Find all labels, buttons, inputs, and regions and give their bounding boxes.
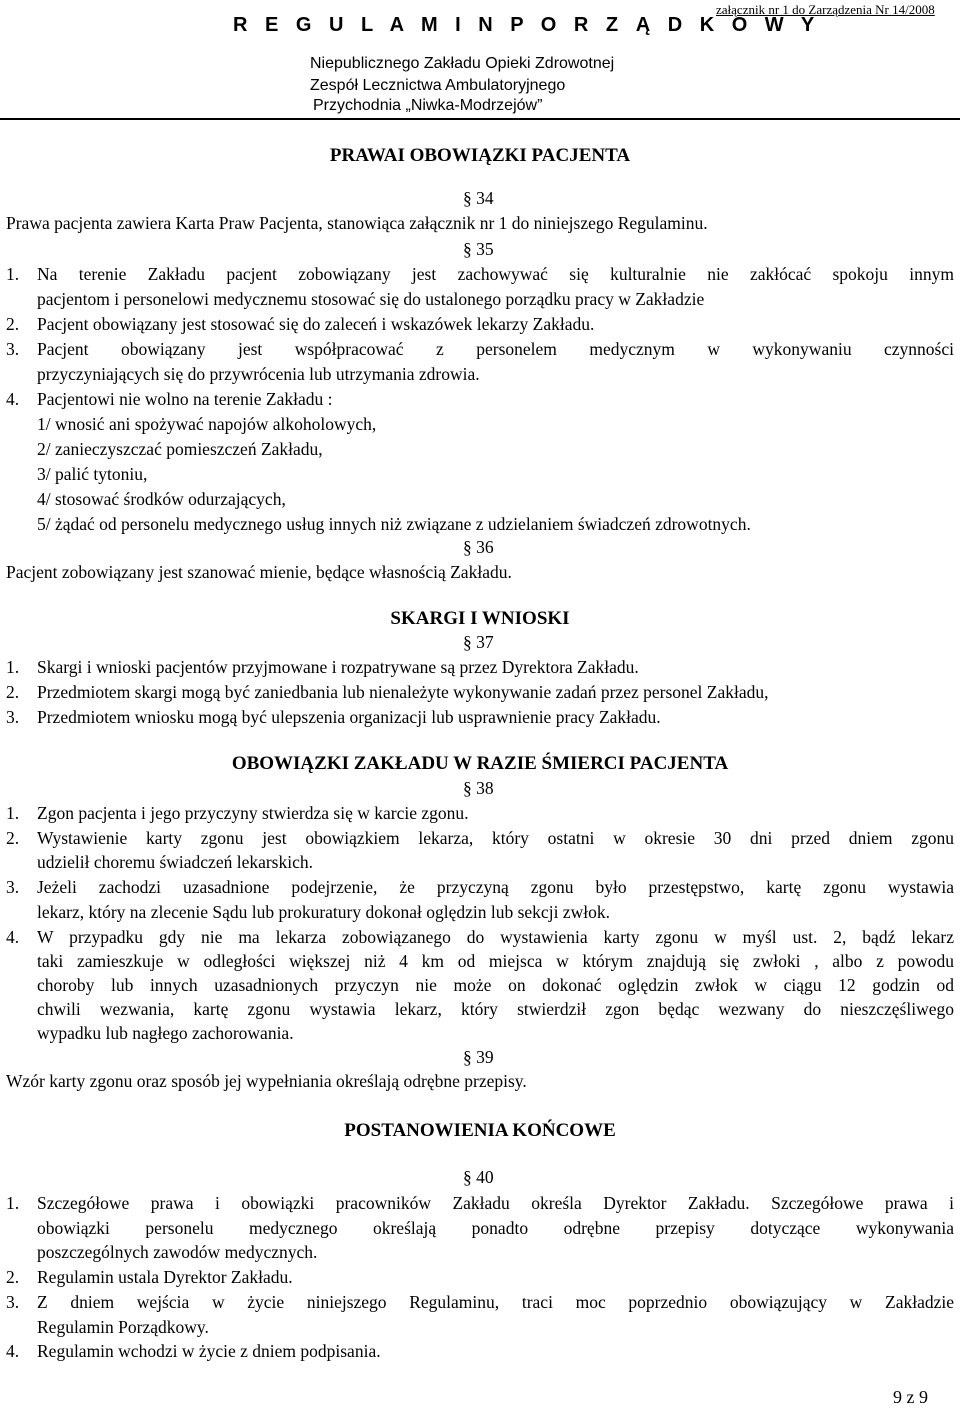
- s40-num-2: 2.: [6, 1267, 20, 1287]
- org-line-2: Zespół Lecznictwa Ambulatoryjnego: [310, 77, 566, 94]
- paragraph-marker-38: § 38: [463, 778, 494, 798]
- s35-item-1-line-2: pacjentom i personelowi medycznemu stosować się do ustalonego porządku pracy w Zakładzie: [37, 289, 705, 309]
- s35-sub-3: 3/ palić tytoniu,: [37, 464, 148, 484]
- page-number: 9 z 9: [893, 1387, 928, 1407]
- s39-text: Wzór karty zgonu oraz sposób jej wypełniania określają odrębne przepisy.: [6, 1071, 527, 1091]
- s38-num-2: 2.: [6, 828, 20, 848]
- s40-num-1: 1.: [6, 1193, 20, 1213]
- paragraph-marker-36: § 36: [463, 537, 494, 557]
- s35-item-4: Pacjentowi nie wolno na terenie Zakładu :: [37, 389, 333, 409]
- s35-item-2: Pacjent obowiązany jest stosować się do zaleceń i wskazówek lekarzy Zakładu.: [37, 314, 595, 334]
- s37-num-2: 2.: [6, 682, 20, 702]
- s35-item-3-line-2: przyczyniających się do przywrócenia lub utrzymania zdrowia.: [37, 364, 480, 384]
- s35-num-1: 1.: [6, 264, 20, 284]
- s35-sub-5: 5/ żądać od personelu medycznego usług innych niż związane z udzielaniem świadczeń zdrowotnych.: [37, 514, 751, 534]
- document-title: R E G U L A M I N P O R Z Ą D K O W Y: [233, 14, 821, 36]
- s38-num-4: 4.: [6, 927, 20, 947]
- s38-num-1: 1.: [6, 803, 20, 823]
- s40-item-1-line-3: poszczególnych zawodów medycznych.: [37, 1242, 318, 1262]
- s37-item-2: Przedmiotem skargi mogą być zaniedbania lub nienależyte wykonywanie zadań przez personel Zakładu,: [37, 682, 769, 702]
- s40-item-1-line-1: Szczegółowe prawa i obowiązki pracowników Zakładu określa Dyrektor Zakładu. Szczegółowe prawa i: [37, 1193, 954, 1213]
- s38-num-3: 3.: [6, 877, 20, 897]
- s40-item-1-line-2: obowiązki personelu medycznego określają ponadto odrębne przepisy dotyczące wykonywania: [37, 1218, 954, 1238]
- s35-sub-4: 4/ stosować środków odurzających,: [37, 489, 286, 509]
- s38-item-1: Zgon pacjenta i jego przyczyny stwierdza się w karcie zgonu.: [37, 803, 469, 823]
- section-title-final: POSTANOWIENIA KOŃCOWE: [344, 1120, 616, 1141]
- s40-num-4: 4.: [6, 1341, 20, 1361]
- paragraph-marker-34: § 34: [463, 188, 494, 208]
- s40-item-3-line-2: Regulamin Porządkowy.: [37, 1317, 209, 1337]
- s37-item-3: Przedmiotem wniosku mogą być ulepszenia organizacji lub usprawnienie pracy Zakładu.: [37, 707, 661, 727]
- paragraph-marker-35: § 35: [463, 239, 494, 259]
- section-title-complaints: SKARGI I WNIOSKI: [390, 608, 570, 629]
- s35-num-3: 3.: [6, 339, 20, 359]
- org-line-3: Przychodnia „Niwka-Modrzejów”: [313, 97, 543, 114]
- s40-item-3-line-1: Z dniem wejścia w życie niniejszego Regulaminu, traci moc poprzednio obowiązujący w Zakładzie: [37, 1292, 954, 1312]
- s38-item-4-line-1: W przypadku gdy nie ma lekarza zobowiązanego do wystawienia karty zgonu w myśl ust. 2, bądź lekarz: [37, 927, 954, 947]
- s35-num-2: 2.: [6, 314, 20, 334]
- s35-sub-1: 1/ wnosić ani spożywać napojów alkoholowych,: [37, 414, 377, 434]
- s38-item-4-line-2: taki zamieszkuje w odległości większej niż 4 km od miejsca w którym znajdują się zwłoki , albo z powodu: [37, 951, 954, 971]
- s40-item-4: Regulamin wchodzi w życie z dniem podpisania.: [37, 1341, 381, 1361]
- s35-item-3-line-1: Pacjent obowiązany jest współpracować z personelem medycznym w wykonywaniu czynności: [37, 339, 954, 359]
- s38-item-4-line-3: choroby lub innych uzasadnionych przyczyn nie może on dokonać oględzin zwłok w ciągu 12 godzin od: [37, 975, 954, 995]
- s38-item-3-line-1: Jeżeli zachodzi uzasadnione podejrzenie, że przyczyną zgonu było przestępstwo, kartę zgonu wystawia: [37, 877, 954, 897]
- s38-item-4-line-5: wypadku lub nagłego zachorowania.: [37, 1023, 294, 1043]
- s35-sub-2: 2/ zanieczyszczać pomieszczeń Zakładu,: [37, 439, 323, 459]
- s37-item-1: Skargi i wnioski pacjentów przyjmowane i rozpatrywane są przez Dyrektora Zakładu.: [37, 657, 639, 677]
- s37-num-3: 3.: [6, 707, 20, 727]
- paragraph-marker-39: § 39: [463, 1047, 494, 1067]
- s36-text: Pacjent zobowiązany jest szanować mienie, będące własnością Zakładu.: [6, 562, 512, 582]
- s34-text: Prawa pacjenta zawiera Karta Praw Pacjenta, stanowiąca załącznik nr 1 do niniejszego Regulaminu.: [6, 213, 708, 233]
- paragraph-marker-40: § 40: [463, 1167, 494, 1187]
- paragraph-marker-37: § 37: [463, 632, 494, 652]
- s37-num-1: 1.: [6, 657, 20, 677]
- attachment-note: załącznik nr 1 do Zarządzenia Nr 14/2008: [716, 2, 935, 17]
- s38-item-2-line-1: Wystawienie karty zgonu jest obowiązkiem lekarza, który ostatni w okresie 30 dni przed dniem zgonu: [37, 828, 954, 848]
- s35-num-4: 4.: [6, 389, 20, 409]
- header-divider: [0, 118, 960, 120]
- s40-item-2: Regulamin ustala Dyrektor Zakładu.: [37, 1267, 293, 1287]
- section-title-death: OBOWIĄZKI ZAKŁADU W RAZIE ŚMIERCI PACJENTA: [231, 753, 729, 774]
- s38-item-2-line-2: udzielił choremu świadczeń lekarskich.: [37, 852, 314, 872]
- s38-item-3-line-2: lekarz, który na zlecenie Sądu lub prokuratury dokonał oględzin lub sekcji zwłok.: [37, 902, 610, 922]
- s38-item-4-line-4: chwili wezwania, kartę zgonu wystawia lekarz, który stwierdził zgon będąc wezwany do nieszczęśliwego: [37, 999, 954, 1019]
- section-title-rights: PRAWAI OBOWIĄZKI PACJENTA: [329, 145, 631, 166]
- s35-item-1-line-1: Na terenie Zakładu pacjent zobowiązany jest zachowywać się kulturalnie nie zakłócać spokoju innym: [37, 264, 954, 284]
- s40-num-3: 3.: [6, 1292, 20, 1312]
- org-line-1: Niepublicznego Zakładu Opieki Zdrowotnej: [310, 55, 615, 72]
